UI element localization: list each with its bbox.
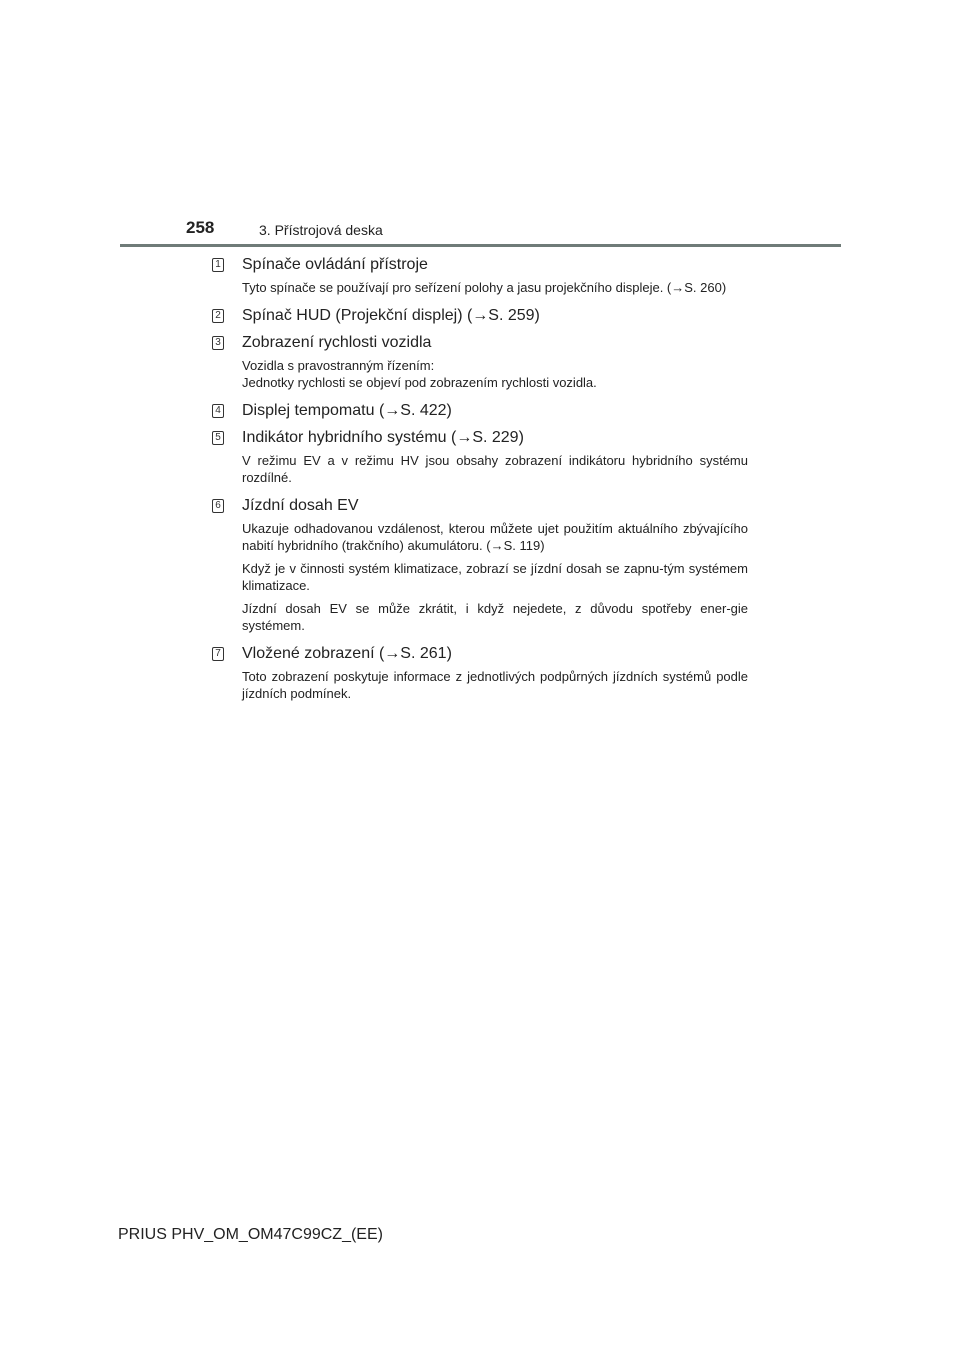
item-7 xyxy=(212,644,748,702)
item-2 xyxy=(212,306,748,326)
item-number-badge: 2 xyxy=(212,309,224,323)
section-title: 3. Přístrojová deska xyxy=(259,222,383,238)
item-4 xyxy=(212,401,748,421)
document-code: PRIUS PHV_OM_OM47C99CZ_(EE) xyxy=(118,1226,383,1243)
item-description: Ukazuje odhadovanou vzdálenost, kterou můžete ujet použitím aktuálního zbývajícího nabití hybridního (trakčního) akumulátoru. (→S. 119) xyxy=(242,521,748,553)
header-divider xyxy=(120,244,841,247)
item-number-badge: 1 xyxy=(212,258,224,272)
item-description: Toto zobrazení poskytuje informace z jednotlivých podpůrných jízdních systémů podle jízdních podmínek. xyxy=(242,669,748,701)
item-heading: Jízdní dosah EV xyxy=(242,497,359,514)
item-number-badge: 7 xyxy=(212,647,224,661)
item-description: Vozidla s pravostranným řízením: Jednotky rychlosti se objeví pod zobrazením rychlosti vozidla. xyxy=(242,358,597,390)
page-number: 258 xyxy=(186,218,215,237)
item-6 xyxy=(212,496,748,634)
item-3 xyxy=(212,333,748,391)
item-list xyxy=(212,255,748,702)
item-heading: Displej tempomatu (→S. 422) xyxy=(242,402,452,419)
item-heading: Spínač HUD (Projekční displej) (→S. 259) xyxy=(242,307,540,324)
item-number-badge: 5 xyxy=(212,431,224,445)
item-description: Jízdní dosah EV se může zkrátit, i když nejedete, z důvodu spotřeby ener-gie systémem. xyxy=(242,601,748,633)
item-heading: Indikátor hybridního systému (→S. 229) xyxy=(242,429,524,446)
item-number-badge: 3 xyxy=(212,336,224,350)
item-heading: Vložené zobrazení (→S. 261) xyxy=(242,645,452,662)
item-heading: Spínače ovládání přístroje xyxy=(242,256,428,273)
item-number-badge: 6 xyxy=(212,499,224,513)
item-description: V režimu EV a v režimu HV jsou obsahy zobrazení indikátoru hybridního systému rozdílné. xyxy=(242,453,748,485)
item-description: Tyto spínače se používají pro seřízení polohy a jasu projekčního displeje. (→S. 260) xyxy=(242,280,727,295)
item-1 xyxy=(212,255,748,296)
item-number-badge: 4 xyxy=(212,404,224,418)
item-5 xyxy=(212,428,748,486)
item-description: Když je v činnosti systém klimatizace, zobrazí se jízdní dosah se zapnu-tým systémem klimatizace. xyxy=(242,561,748,593)
item-heading: Zobrazení rychlosti vozidla xyxy=(242,334,432,351)
